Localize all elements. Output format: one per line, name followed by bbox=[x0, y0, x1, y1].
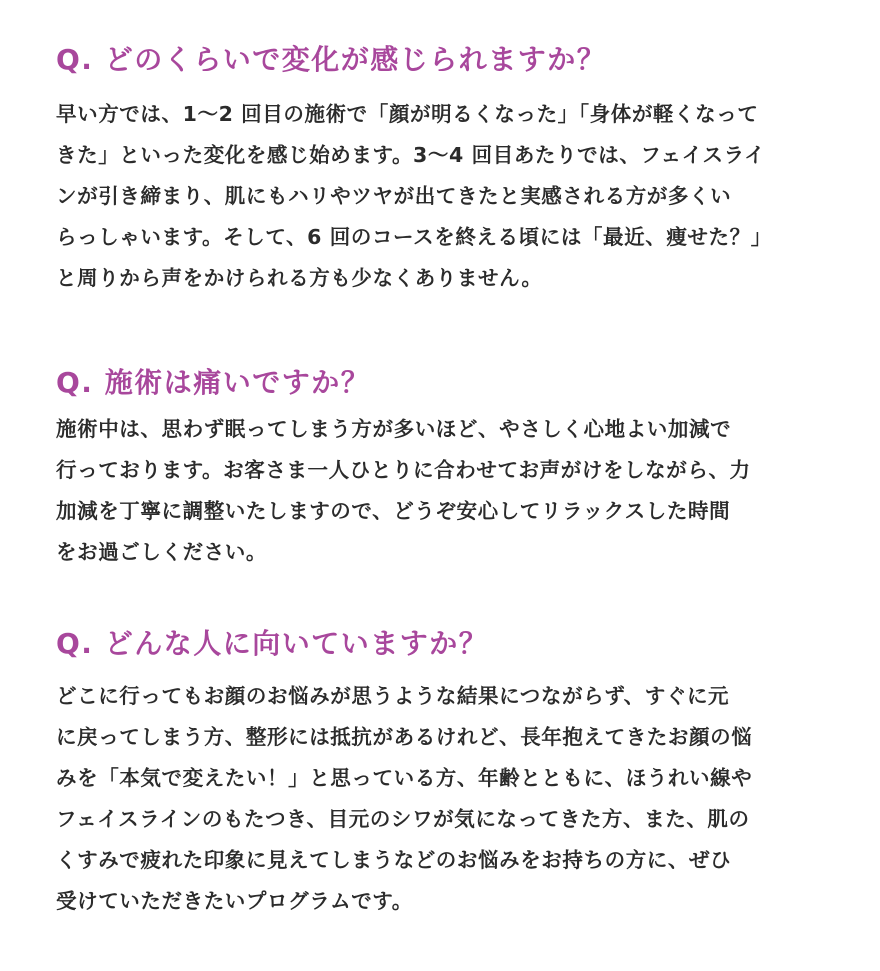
answer-line: と周りから声をかけられる方も少なくありません。 bbox=[56, 266, 543, 290]
faq-answer bbox=[56, 409, 836, 573]
faq-item-change-timing bbox=[56, 40, 836, 299]
answer-line: どこに行ってもお顔のお悩みが思うような結果につながらず、すぐに元 bbox=[56, 684, 730, 708]
answer-line: きた」といった変化を感じ始めます。3～4 回目あたりでは、フェイスライ bbox=[56, 143, 766, 167]
answer-line: をお過ごしください。 bbox=[56, 540, 267, 564]
answer-line: 施術中は、思わず眠ってしまう方が多いほど、やさしく心地よい加減で bbox=[56, 417, 732, 441]
faq-question: Q. 施術は痛いですか？ bbox=[56, 366, 371, 399]
answer-line: 加減を丁寧に調整いたしますので、どうぞ安心してリラックスした時間 bbox=[56, 499, 731, 523]
faq-answer bbox=[56, 94, 836, 299]
faq-question: Q. どんな人に向いていますか？ bbox=[56, 627, 489, 660]
answer-line: らっしゃいます。そして、6 回のコースを終える頃には「最近、痩せた？」 bbox=[56, 225, 772, 249]
answer-line: に戻ってしまう方、整形には抵抗があるけれど、長年抱えてきたお顔の悩 bbox=[56, 725, 753, 749]
answer-line: 受けていただきたいプログラムです。 bbox=[56, 889, 413, 913]
answer-line: 行っております。お客さま一人ひとりに合わせてお声がけをしながら、力 bbox=[56, 458, 751, 482]
answer-line: 早い方では、1～2 回目の施術で「顔が明るくなった」「身体が軽くなって bbox=[56, 102, 759, 126]
faq-question: Q. どのくらいで変化が感じられますか？ bbox=[56, 43, 607, 76]
faq-answer bbox=[56, 676, 836, 922]
faq-item-pain bbox=[56, 363, 836, 573]
answer-line: ンが引き締まり、肌にもハリやツヤが出てきたと実感される方が多くい bbox=[56, 184, 732, 208]
answer-line: フェイスラインのもたつき、目元のシワが気になってきた方、また、肌の bbox=[56, 807, 750, 831]
answer-line: くすみで疲れた印象に見えてしまうなどのお悩みをお持ちの方に、ぜひ bbox=[56, 848, 732, 872]
answer-line: みを「本気で変えたい！」と思っている方、年齢とともに、ほうれい線や bbox=[56, 766, 753, 790]
faq-item-suitable-for bbox=[56, 624, 836, 922]
